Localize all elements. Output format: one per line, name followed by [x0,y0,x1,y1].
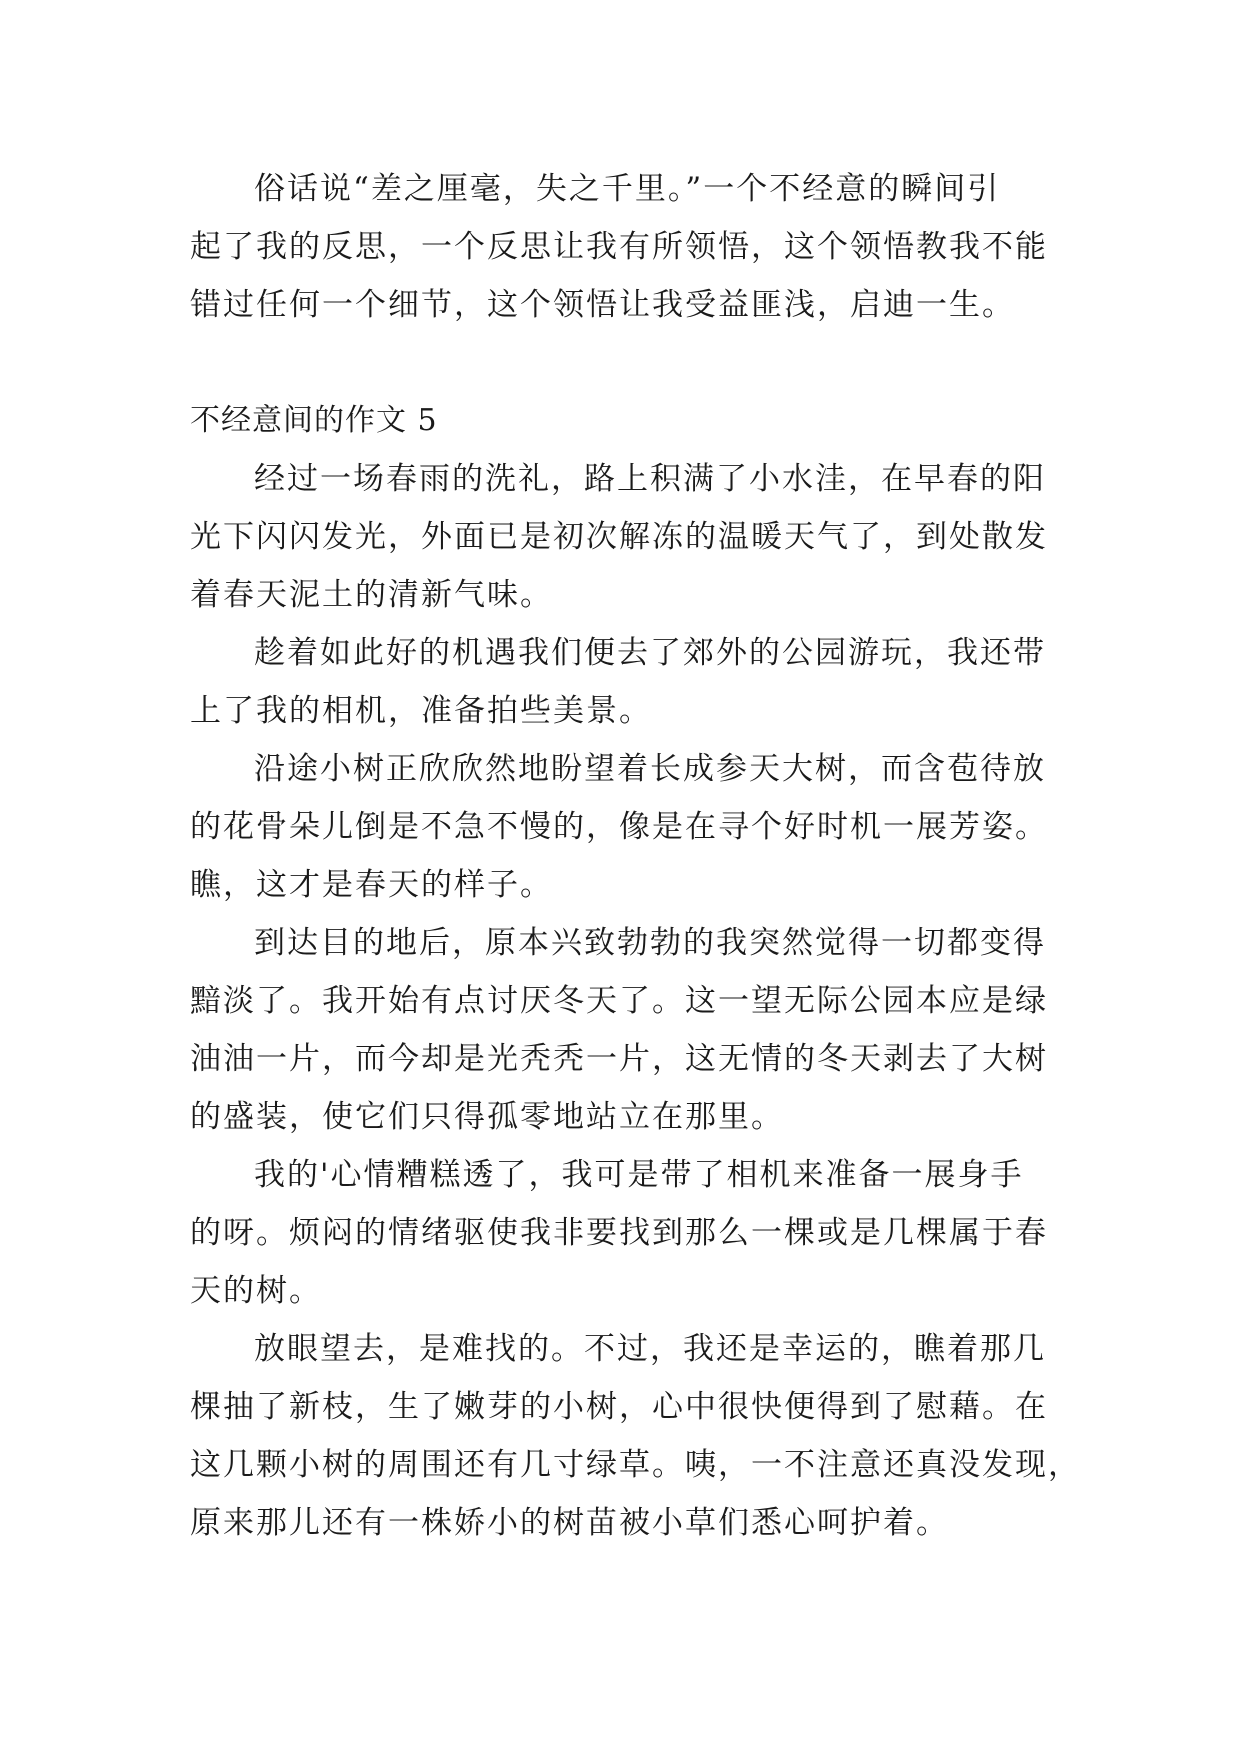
intro-paragraph [190,160,1070,334]
paragraph-line: 光下闪闪发光，外面已是初次解冻的温暖天气了，到处散发 [190,519,1048,555]
essay-paragraph-4 [190,914,1070,1146]
paragraph-line: 放眼望去，是难找的。不过，我还是幸运的，瞧着那几 [254,1331,1046,1367]
essay-paragraph-6 [190,1320,1081,1552]
paragraph-line: 油油一片，而今却是光秃秃一片，这无情的冬天剥去了大树 [190,1041,1048,1077]
paragraph-line: 我的'心情糟糕透了，我可是带了相机来准备一展身手 [254,1157,1024,1193]
paragraph-line: 起了我的反思，一个反思让我有所领悟，这个领悟教我不能 [190,229,1048,265]
paragraph-line: 棵抽了新枝，生了嫩芽的小树，心中很快便得到了慰藉。在 [190,1389,1048,1425]
essay-paragraph-3 [190,740,1070,914]
paragraph-line: 经过一场春雨的洗礼，路上积满了小水洼，在早春的阳 [254,461,1046,497]
paragraph-line: 俗话说“差之厘毫，失之千里。”一个不经意的瞬间引 [254,171,1001,207]
paragraph-line: 天的树。 [190,1273,322,1309]
essay-title: 不经意间的作文 5 [190,403,438,438]
paragraph-line: 沿途小树正欣欣然地盼望着长成参天大树，而含苞待放 [254,751,1046,787]
document-body [190,160,1081,1552]
paragraph-line: 的呀。烦闷的情绪驱使我非要找到那么一棵或是几棵属于春 [190,1215,1048,1251]
paragraph-line: 着春天泥土的清新气味。 [190,577,553,613]
essay-paragraph-1 [190,450,1070,624]
paragraph-line: 上了我的相机，准备拍些美景。 [190,693,652,729]
essay-paragraph-2 [190,624,1070,740]
paragraph-line: 黯淡了。我开始有点讨厌冬天了。这一望无际公园本应是绿 [190,983,1048,1019]
paragraph-line: 到达目的地后，原本兴致勃勃的我突然觉得一切都变得 [254,925,1046,961]
paragraph-line: 这几颗小树的周围还有几寸绿草。咦，一不注意还真没发现， [190,1447,1081,1483]
paragraph-line: 错过任何一个细节，这个领悟让我受益匪浅，启迪一生。 [190,287,1015,323]
paragraph-line: 的花骨朵儿倒是不急不慢的，像是在寻个好时机一展芳姿。 [190,809,1048,845]
paragraph-line: 的盛装，使它们只得孤零地站立在那里。 [190,1099,784,1135]
essay-paragraph-5 [190,1146,1070,1320]
paragraph-line: 瞧，这才是春天的样子。 [190,867,553,903]
paragraph-line: 原来那儿还有一株娇小的树苗被小草们悉心呵护着。 [190,1505,949,1541]
paragraph-line: 趁着如此好的机遇我们便去了郊外的公园游玩，我还带 [254,635,1046,671]
